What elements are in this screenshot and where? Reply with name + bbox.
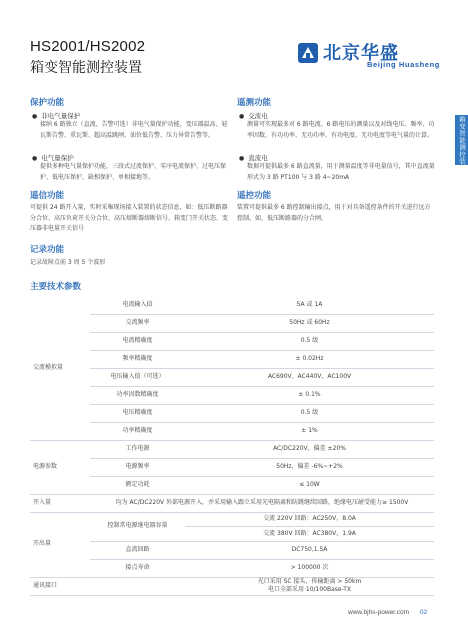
param-value: 50Hz，偏差 -6%~+2% xyxy=(185,458,434,476)
param-value xyxy=(185,577,434,595)
comm-line: 电口全部采用 10/100Base-TX xyxy=(267,586,352,593)
table-row xyxy=(30,440,434,458)
param-value: ≤ 10W xyxy=(185,476,434,494)
param-name: 工作电源 xyxy=(90,440,185,458)
category-power: 电源参数 xyxy=(30,440,90,494)
record-title: 记录功能 xyxy=(30,245,65,255)
measurement-title: 遥测功能 xyxy=(237,98,272,108)
side-section-tab: 箱变智能测控装置 xyxy=(445,115,466,165)
record-text: 记录故障点前 3 周 5 个波形 xyxy=(30,259,106,266)
protection-item-label: ● 电气量保护 xyxy=(32,153,74,162)
param-name: 电压精确度 xyxy=(90,404,185,422)
logo-text-en: Beijing Huasheng xyxy=(367,60,440,69)
table-row xyxy=(30,559,434,577)
measurement-item-label: ● 交流电 xyxy=(239,111,268,120)
param-value: AC690V、AC440V、AC100V xyxy=(185,368,434,386)
table-row xyxy=(30,350,434,368)
specs-table xyxy=(30,296,434,596)
measurement-item-label: ● 直流电 xyxy=(239,153,268,162)
product-model: HS2001/HS2002 xyxy=(30,38,146,55)
protection-item-text: 提供多种电气量保护功能，三段式过流保护、零序电流保护、过电压保护、低电压保护、缺相保护、单相接地等。 xyxy=(40,163,227,181)
table-row xyxy=(30,541,434,559)
param-value: DC750,1.5A xyxy=(185,541,434,559)
param-name: 电压输入值（可选） xyxy=(90,368,185,386)
param-name: 电源频率 xyxy=(90,458,185,476)
param-name: 额定功耗 xyxy=(90,476,185,494)
param-value: ± 0.1% xyxy=(185,386,434,404)
param-name: 功率因数精确度 xyxy=(90,386,185,404)
footer-url: www.bjhs-power.com xyxy=(348,609,410,616)
control-title: 遥控功能 xyxy=(237,191,272,201)
table-row xyxy=(30,494,434,512)
param-name: 控制常电源继电器容量 xyxy=(90,512,185,541)
table-row xyxy=(30,577,434,595)
param-value: ± 1% xyxy=(185,422,434,440)
comm-line: 光口采用 SC 接头，传输距离 > 50km xyxy=(257,577,362,585)
company-mark-icon xyxy=(297,42,319,64)
measurement-item-text: 测量可实现最多对 6 路电流、6 路电压的测量以及对线电压、频率、功率因数、有功功率、无功功率、有功电度、无功电度等电气量的计算。 xyxy=(247,121,435,139)
table-row xyxy=(30,476,434,494)
param-name: 电流精确度 xyxy=(90,332,185,350)
param-value: ± 0.02Hz xyxy=(185,350,434,368)
protection-item-text: 接纳 6 路独立（直流、告警可选）非电气量保护功能，变压器温高、轻瓦斯告警、重瓦斯、超高温跳闸、油位低告警、压力异常告警等。 xyxy=(40,121,228,139)
param-name: 电流输入值 xyxy=(90,296,185,314)
param-value: 交流 380V 回路：AC380V，1.9A xyxy=(185,527,434,542)
table-row xyxy=(30,296,434,314)
param-value: 0.5 级 xyxy=(185,332,434,350)
table-row xyxy=(30,512,434,527)
measurement-item-text: 数据可提供最多 6 路直流量，用于测量温度等非电量信号，其中直流量形式为 3 路 PT100 与 3 路 4~20mA xyxy=(247,163,435,181)
category-digital-out: 开出量 xyxy=(30,512,90,577)
specs-title: 主要技术参数 xyxy=(30,282,82,292)
logo-text-cn: 北京华盛 xyxy=(323,43,399,64)
param-value: 5A 或 1A xyxy=(185,296,434,314)
page-number: 02 xyxy=(420,609,428,616)
param-name xyxy=(90,577,185,595)
protection-title: 保护功能 xyxy=(30,98,65,108)
param-name: 频率精确度 xyxy=(90,350,185,368)
category-ac: 交流模拟量 xyxy=(30,296,90,440)
table-row xyxy=(30,458,434,476)
param-value: 0.5 级 xyxy=(185,404,434,422)
table-row xyxy=(30,368,434,386)
param-value: > 100000 次 xyxy=(185,559,434,577)
param-name: 直流回路 xyxy=(90,541,185,559)
signal-title: 遥信功能 xyxy=(30,191,65,201)
category-comm: 通讯接口 xyxy=(30,577,90,595)
param-name: 交流频率 xyxy=(90,314,185,332)
protection-item-label: ● 非电气量保护 xyxy=(32,111,80,120)
control-text: 装置可提供最多 6 路控制输出接点，用于对具备遥控条件的开关进行远方控制。如，低压断路器的分合闸。 xyxy=(237,204,431,222)
table-row xyxy=(30,332,434,350)
param-value: 均为 AC/DC220V 外部电源开入，并采用输入跟立采用光电隔离和防跳继续回路，绝缘电压耐受能力≥ 1500V xyxy=(90,494,434,512)
signal-text: 可提供 24 路开入量，实时采集现场接入装置的状态信息，如：低压断路器分合位、高压负荷开关分合位、高压熔断器熔断信号、箱变门开关状态、变压器非电量开关信号 xyxy=(30,204,229,232)
param-name: 接点寿命 xyxy=(90,559,185,577)
param-value: AC/DC220V，偏差 ±20% xyxy=(185,440,434,458)
param-value: 交流 220V 回路：AC250V，8.0A xyxy=(185,512,434,527)
table-row xyxy=(30,314,434,332)
category-digital-in: 开入量 xyxy=(30,494,90,512)
table-row xyxy=(30,404,434,422)
product-name: 箱变智能测控装置 xyxy=(30,60,142,76)
param-name: 功率精确度 xyxy=(90,422,185,440)
company-logo xyxy=(297,40,447,70)
title-block xyxy=(30,38,145,77)
table-row xyxy=(30,386,434,404)
table-row xyxy=(30,422,434,440)
param-value: 50Hz 或 60Hz xyxy=(185,314,434,332)
